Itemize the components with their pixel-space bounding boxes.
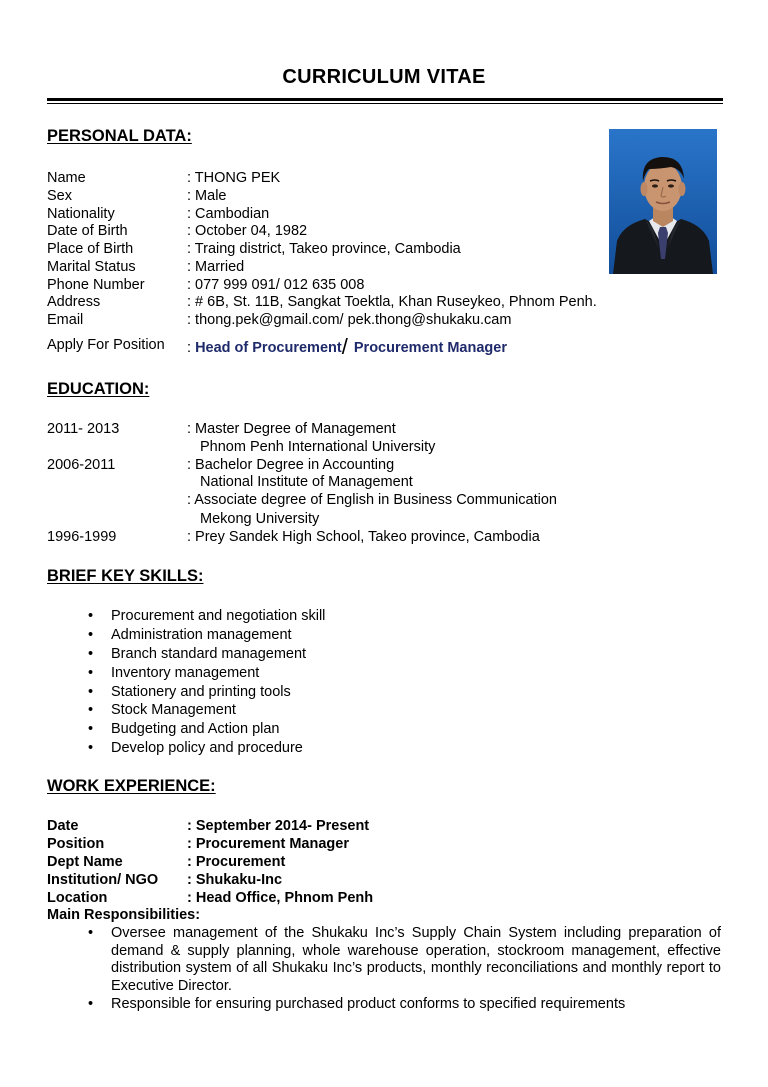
field-label: Email xyxy=(47,312,84,328)
skill-text: Procurement and negotiation skill xyxy=(111,608,326,624)
list-item xyxy=(88,925,721,995)
education-years: 1996-1999 xyxy=(47,529,117,545)
list-item xyxy=(88,701,325,720)
education-detail: : Prey Sandek High School, Takeo province, Cambodia xyxy=(187,529,540,545)
bullet-icon: • xyxy=(88,740,94,757)
field-label: Place of Birth xyxy=(47,241,134,257)
title-divider-thick xyxy=(47,98,723,101)
position-separator: / xyxy=(341,334,348,359)
bullet-icon: • xyxy=(88,996,94,1013)
field-value: : Shukaku-Inc xyxy=(187,872,283,888)
responsibilities-list xyxy=(88,925,721,1014)
personal-data-heading: PERSONAL DATA: xyxy=(47,127,192,145)
bullet-icon: • xyxy=(88,645,94,662)
profile-photo xyxy=(609,129,717,274)
position-head-of-procurement: Head of Procurement xyxy=(195,340,342,356)
field-value: : Cambodian xyxy=(187,206,270,222)
title-divider-thin xyxy=(47,103,723,104)
field-value: : Procurement xyxy=(187,854,286,870)
education-heading: EDUCATION: xyxy=(47,380,150,398)
education-detail: : Associate degree of English in Business Communication xyxy=(187,492,557,508)
field-label: Institution/ NGO xyxy=(47,872,159,888)
field-value: : Head Office, Phnom Penh xyxy=(187,890,374,906)
field-label: Dept Name xyxy=(47,854,123,870)
list-item xyxy=(88,996,721,1014)
responsibility-text: Oversee management of the Shukaku Inc’s Supply Chain System including preparation of demand & supply planning, whole warehouse operation, stockroom management, effective distribution system of all Shukaku Inc’s products, monthly reconciliations and monthly report to Executive Director. xyxy=(111,925,721,994)
skill-text: Stationery and printing tools xyxy=(111,683,291,700)
education-years: 2011- 2013 xyxy=(47,421,120,437)
bullet-icon: • xyxy=(88,626,94,643)
skill-text: Budgeting and Action plan xyxy=(111,721,280,738)
education-detail: Mekong University xyxy=(200,511,320,527)
bullet-icon: • xyxy=(88,664,94,681)
skill-text: Inventory management xyxy=(111,664,260,681)
portrait-illustration xyxy=(609,129,717,274)
field-label: Apply For Position xyxy=(47,337,165,353)
education-detail: National Institute of Management xyxy=(200,474,413,490)
field-value: : Procurement Manager xyxy=(187,836,349,852)
bullet-icon: • xyxy=(88,702,94,719)
apply-colon: : xyxy=(187,340,192,356)
field-value: : 077 999 091/ 012 635 008 xyxy=(187,277,365,293)
education-detail: Phnom Penh International University xyxy=(200,439,436,455)
skill-text: Branch standard management xyxy=(111,645,307,662)
field-label: Phone Number xyxy=(47,277,145,293)
field-label: Name xyxy=(47,170,86,186)
list-item xyxy=(88,739,325,758)
field-label: Marital Status xyxy=(47,259,136,275)
work-experience-heading: WORK EXPERIENCE: xyxy=(47,777,216,795)
education-years: 2006-2011 xyxy=(47,457,116,473)
list-item xyxy=(88,645,325,664)
skills-list xyxy=(88,607,325,758)
field-label: Date of Birth xyxy=(47,223,128,239)
field-label: Sex xyxy=(47,188,72,204)
field-label: Nationality xyxy=(47,206,115,222)
field-value: : September 2014- Present xyxy=(187,818,370,834)
field-value: : Male xyxy=(187,188,227,204)
skill-text: Administration management xyxy=(111,626,292,643)
position-procurement-manager: Procurement Manager xyxy=(353,340,507,356)
skill-text: Develop policy and procedure xyxy=(111,740,303,757)
field-value: : October 04, 1982 xyxy=(187,223,308,239)
list-item xyxy=(88,607,325,626)
field-value: : # 6B, St. 11B, Sangkat Toektla, Khan Ruseykeo, Phnom Penh. xyxy=(187,294,597,310)
skills-heading: BRIEF KEY SKILLS: xyxy=(47,567,204,585)
field-label: Position xyxy=(47,836,105,852)
list-item xyxy=(88,720,325,739)
field-value: : thong.pek@gmail.com/ pek.thong@shukaku.cam xyxy=(187,312,512,328)
list-item xyxy=(88,626,325,645)
field-label: Location xyxy=(47,890,108,906)
apply-position-value xyxy=(187,336,507,357)
field-value: : Traing district, Takeo province, Cambodia xyxy=(187,241,461,257)
field-label: Address xyxy=(47,294,101,310)
bullet-icon: • xyxy=(88,925,94,941)
list-item xyxy=(88,683,325,702)
field-label: Main Responsibilities: xyxy=(47,907,201,923)
skill-text: Stock Management xyxy=(111,702,236,719)
education-detail: : Bachelor Degree in Accounting xyxy=(187,457,395,473)
field-value: : THONG PEK xyxy=(187,170,281,186)
page-title: CURRICULUM VITAE xyxy=(282,66,486,88)
bullet-icon: • xyxy=(88,683,94,700)
field-label: Date xyxy=(47,818,79,834)
field-value: : Married xyxy=(187,259,245,275)
bullet-icon: • xyxy=(88,721,94,738)
responsibility-text: Responsible for ensuring purchased product conforms to specified requirements xyxy=(111,996,626,1013)
bullet-icon: • xyxy=(88,608,94,624)
list-item xyxy=(88,664,325,683)
education-detail: : Master Degree of Management xyxy=(187,421,396,437)
